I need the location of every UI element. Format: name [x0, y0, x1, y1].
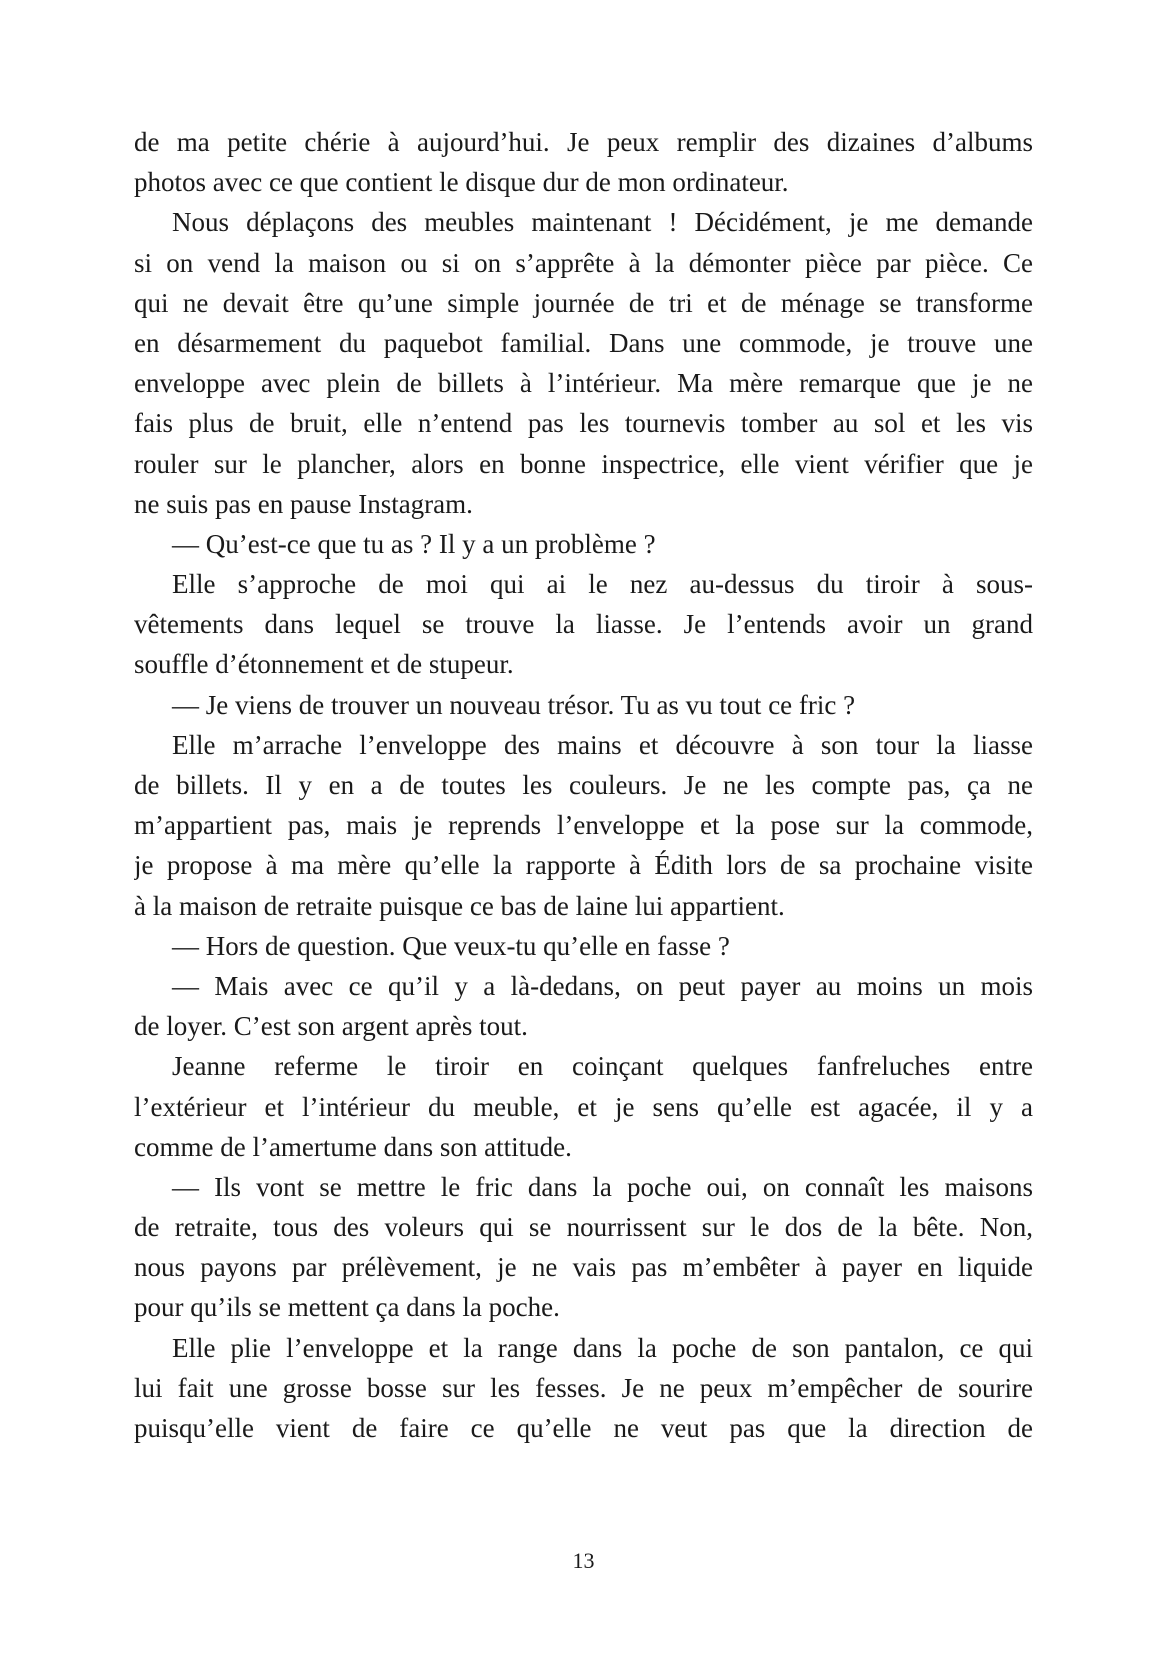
text-line: — Qu’est-ce que tu as ? Il y a un problème ?	[172, 528, 656, 559]
text-line: pour qu’ils se mettent ça dans la poche.	[134, 1292, 560, 1323]
text-line: enveloppe avec plein de billets à l’intérieur. Ma mère remarque que je ne	[134, 368, 1033, 399]
text-line: de ma petite chérie à aujourd’hui. Je peux remplir des dizaines d’albums	[134, 127, 1033, 157]
text-line: à la maison de retraite puisque ce bas de laine lui appartient.	[134, 890, 785, 921]
text-line: Jeanne referme le tiroir en coinçant quelques fanfreluches entre	[172, 1051, 1033, 1082]
text-line: Nous déplaçons des meubles maintenant ! Décidément, je me demande	[172, 207, 1033, 238]
text-line: puisqu’elle vient de faire ce qu’elle ne veut pas que la direction de	[134, 1413, 1033, 1443]
text-line: vêtements dans lequel se trouve la liasse. Je l’entends avoir un grand	[134, 609, 1033, 640]
text-line: de retraite, tous des voleurs qui se nourrissent sur le dos de la bête. Non,	[134, 1212, 1033, 1243]
text-line: de loyer. C’est son argent après tout.	[134, 1011, 528, 1042]
text-line: — Hors de question. Que veux-tu qu’elle en fasse ?	[172, 930, 730, 961]
text-line: Elle s’approche de moi qui ai le nez au-dessus du tiroir à sous-	[172, 569, 1033, 600]
text-line: qui ne devait être qu’une simple journée de tri et de ménage se transforme	[134, 287, 1033, 318]
text-line: nous payons par prélèvement, je ne vais pas m’embêter à payer en liquide	[134, 1252, 1033, 1283]
text-line: Elle m’arrache l’enveloppe des mains et découvre à son tour la liasse	[172, 729, 1033, 760]
text-line: l’extérieur et l’intérieur du meuble, et je sens qu’elle est agacée, il y a	[134, 1091, 1033, 1122]
text-line: — Ils vont se mettre le fric dans la poche oui, on connaît les maisons	[172, 1171, 1033, 1202]
text-line: — Je viens de trouver un nouveau trésor. Tu as vu tout ce fric ?	[172, 689, 856, 720]
text-line: ne suis pas en pause Instagram.	[134, 488, 473, 519]
text-line: de billets. Il y en a de toutes les couleurs. Je ne les compte pas, ça ne	[134, 770, 1033, 800]
text-line: je propose à ma mère qu’elle la rapporte à Édith lors de sa prochaine visite	[134, 850, 1033, 881]
text-line: lui fait une grosse bosse sur les fesses. Je ne peux m’empêcher de sourire	[134, 1372, 1033, 1403]
text-line: photos avec ce que contient le disque dur de mon ordinateur.	[134, 167, 789, 198]
text-line: si on vend la maison ou si on s’apprête à la démonter pièce par pièce. Ce	[134, 247, 1033, 278]
text-line: Elle plie l’enveloppe et la range dans la poche de son pantalon, ce qui	[172, 1332, 1033, 1363]
page-number: 13	[572, 1548, 595, 1573]
text-line: en désarmement du paquebot familial. Dans une commode, je trouve une	[134, 327, 1033, 358]
text-line: comme de l’amertume dans son attitude.	[134, 1131, 572, 1162]
text-line: m’appartient pas, mais je reprends l’enveloppe et la pose sur la commode,	[134, 810, 1033, 841]
text-line: rouler sur le plancher, alors en bonne inspectrice, elle vient vérifier que je	[134, 448, 1033, 479]
text-line: fais plus de bruit, elle n’entend pas les tournevis tomber au sol et les vis	[134, 408, 1033, 439]
text-line: souffle d’étonnement et de stupeur.	[134, 649, 514, 680]
body-text	[134, 122, 1033, 1448]
text-line: — Mais avec ce qu’il y a là-dedans, on peut payer au moins un mois	[172, 970, 1033, 1001]
